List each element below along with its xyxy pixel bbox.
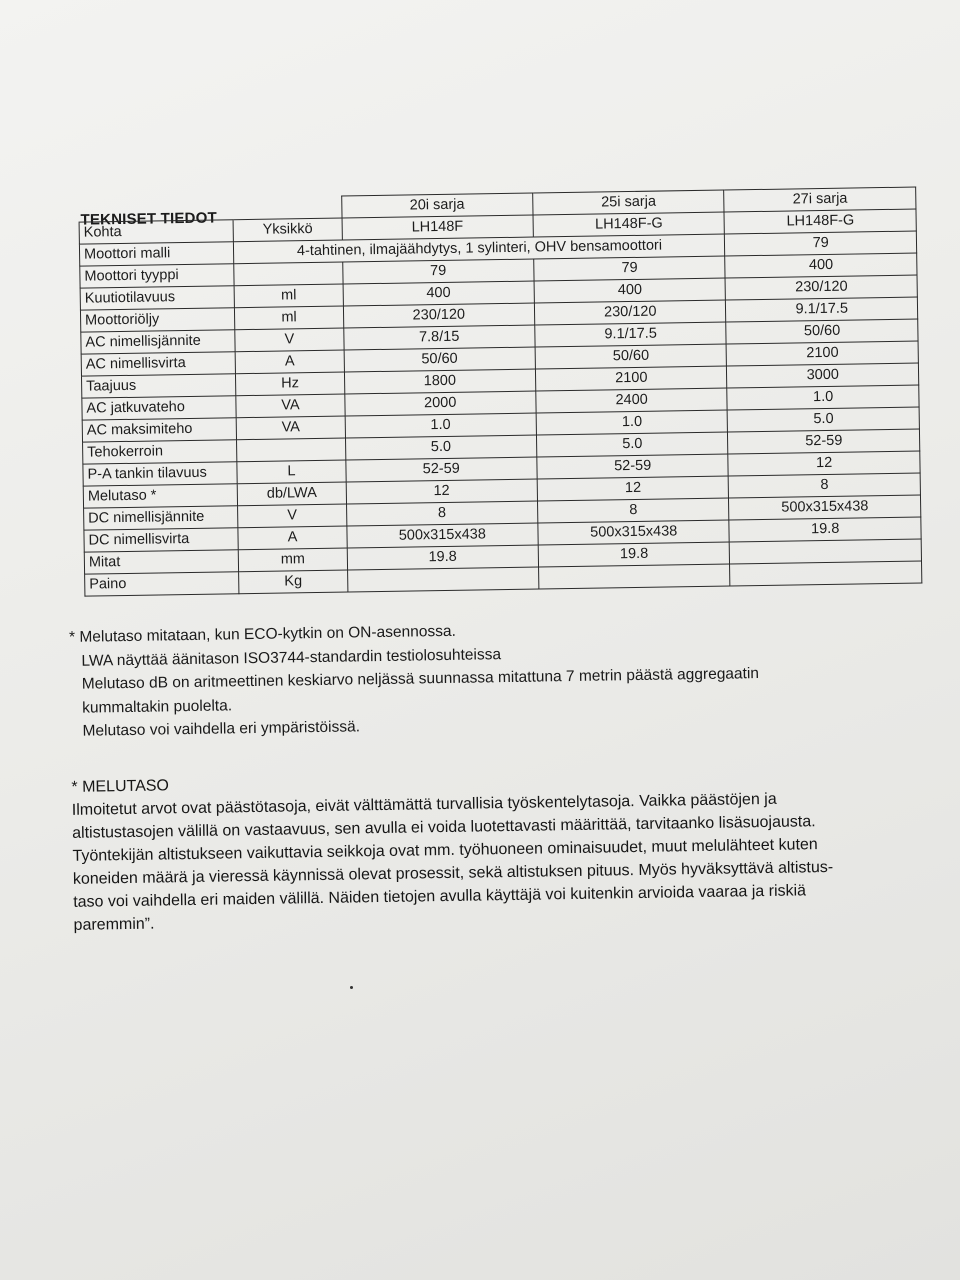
row-value-27i: 500x315x438 <box>729 495 921 520</box>
footnote-line: * Melutaso mitataan, kun ECO-kytkin on ON-asennossa. <box>68 622 456 646</box>
row-label: Kuutiotilavuus <box>80 286 235 310</box>
row-label: Mitat <box>84 550 239 574</box>
row-value-20i: 500x315x438 <box>346 523 538 548</box>
row-value-25i <box>539 564 731 589</box>
paragraph-line: Työntekijän altistukseen vaikuttavia seikkoja ovat mm. työhuoneen ominaisuudet, muut melulähteet kuten <box>72 836 818 865</box>
row-value-25i: 400 <box>534 278 726 303</box>
row-unit <box>234 262 342 286</box>
row-unit: A <box>236 350 344 374</box>
row-value-25i: 8 <box>538 498 730 523</box>
row-label: Melutaso * <box>83 484 238 508</box>
row-label: AC maksimiteho <box>82 418 237 442</box>
paragraph-line: taso voi vaihdella eri maiden välillä. Näiden tietojen avulla käyttäjä voi kuitenkin arvioida vaaraa ja riskiä <box>73 882 807 911</box>
header-model-27i: LH148F-G <box>724 209 916 234</box>
header-empty-cell <box>79 198 234 222</box>
row-value-20i: 7.8/15 <box>343 325 535 350</box>
row-value-25i: 79 <box>534 256 726 281</box>
row-value-27i: 12 <box>728 451 920 476</box>
row-unit: L <box>237 460 345 484</box>
row-value-25i: 500x315x438 <box>538 520 730 545</box>
row-value-25i: 9.1/17.5 <box>535 322 727 347</box>
row-unit: V <box>235 328 343 352</box>
row-unit: mm <box>239 548 347 572</box>
row-value-20i: 400 <box>343 281 535 306</box>
row-value-27i <box>730 539 922 564</box>
row-value-25i: 2400 <box>536 388 728 413</box>
row-value-20i: 19.8 <box>347 545 539 570</box>
row-label: AC nimellisvirta <box>81 352 236 376</box>
row-value-20i: 12 <box>346 479 538 504</box>
specifications-table <box>78 187 922 597</box>
row-value-27i: 50/60 <box>726 319 918 344</box>
row-unit: A <box>238 526 346 550</box>
row-value-20i: 79 <box>342 259 534 284</box>
row-value-20i: 1800 <box>344 369 536 394</box>
header-item-label: Kohta <box>79 220 234 244</box>
engine-extra-value: 79 <box>725 231 917 256</box>
row-label: Tehokerroin <box>83 440 238 464</box>
row-label: DC nimellisvirta <box>84 528 239 552</box>
paper-speck <box>350 986 353 989</box>
row-value-25i: 12 <box>537 476 729 501</box>
row-label: Taajuus <box>81 374 236 398</box>
row-unit: VA <box>236 394 344 418</box>
row-value-25i: 1.0 <box>536 410 728 435</box>
row-unit: db/LWA <box>238 482 346 506</box>
row-value-25i: 50/60 <box>535 344 727 369</box>
engine-description: 4-tahtinen, ilmajäähdytys, 1 sylinteri, OHV bensamoottori <box>234 234 725 264</box>
row-value-20i: 8 <box>346 501 538 526</box>
row-value-27i: 5.0 <box>728 407 920 432</box>
footnote-line: Melutaso dB on aritmeettinen keskiarvo neljässä suunnassa mitattuna 7 metrin päästä aggregaatin <box>81 665 760 693</box>
row-label: AC nimellisjännite <box>81 330 236 354</box>
row-value-25i: 5.0 <box>536 432 728 457</box>
row-value-27i: 19.8 <box>729 517 921 542</box>
header-empty-cell <box>233 196 341 220</box>
header-series-25i: 25i sarja <box>533 190 725 215</box>
row-value-27i: 2100 <box>727 341 919 366</box>
footnote-line: LWA näyttää äänitason ISO3744-standardin testiolosuhteissa <box>81 645 502 670</box>
row-value-27i: 1.0 <box>727 385 919 410</box>
paragraph-line: altistustasojen välillä on vastaavuus, sen avulla ei voida luotettavasti määrittää, tarvitaanko lisäsuojausta. <box>72 813 816 842</box>
row-value-25i: 52-59 <box>537 454 729 479</box>
row-label: Moottoriöljy <box>80 308 235 332</box>
row-value-20i: 1.0 <box>345 413 537 438</box>
row-value-20i: 230/120 <box>343 303 535 328</box>
noise-level-section <box>71 762 933 936</box>
footnote-line: Melutaso voi vaihdella eri ympäristöissä. <box>82 718 361 740</box>
row-value-20i: 52-59 <box>345 457 537 482</box>
document-title: TEKNISET TIEDOT <box>80 209 217 229</box>
footnotes <box>69 612 931 743</box>
noise-level-heading: * MELUTASO <box>71 777 170 796</box>
row-value-27i: 52-59 <box>728 429 920 454</box>
row-label: P-A tankin tilavuus <box>83 462 238 486</box>
row-unit <box>237 438 345 462</box>
row-unit: V <box>238 504 346 528</box>
row-unit: ml <box>235 284 343 308</box>
table-body <box>80 253 922 596</box>
row-label: DC nimellisjännite <box>84 506 239 530</box>
paragraph-line: koneiden määrä ja vieressä käynnissä olevat prosessit, sekä altistuksen pituus. Myös hyväksyttävä altistus- <box>72 858 834 888</box>
row-label: AC jatkuvateho <box>82 396 237 420</box>
row-value-25i: 2100 <box>535 366 727 391</box>
header-model-20i: LH148F <box>342 215 534 240</box>
header-series-20i: 20i sarja <box>341 193 533 218</box>
header-model-25i: LH148F-G <box>533 212 725 237</box>
row-unit: ml <box>235 306 343 330</box>
row-unit: Hz <box>236 372 344 396</box>
document-page <box>58 172 918 934</box>
paragraph-line: Ilmoitetut arvot ovat päästötasoja, eivät välttämättä turvallisia työskentelytasoja. Vaikka päästöjen ja <box>71 790 777 819</box>
row-value-27i: 230/120 <box>726 275 918 300</box>
row-label: Paino <box>85 572 240 596</box>
header-series-27i: 27i sarja <box>724 187 916 212</box>
row-value-27i: 400 <box>725 253 917 278</box>
row-unit: VA <box>237 416 345 440</box>
row-value-20i: 50/60 <box>344 347 536 372</box>
paragraph-line: paremmin”. <box>73 915 155 934</box>
row-value-27i: 3000 <box>727 363 919 388</box>
row-value-25i: 19.8 <box>538 542 730 567</box>
row-label: Moottori malli <box>79 242 234 266</box>
row-value-27i: 9.1/17.5 <box>726 297 918 322</box>
header-unit-label: Yksikkö <box>233 218 341 242</box>
row-value-20i <box>347 567 539 592</box>
row-value-27i: 8 <box>729 473 921 498</box>
row-value-20i: 5.0 <box>345 435 537 460</box>
row-value-25i: 230/120 <box>534 300 726 325</box>
row-value-20i: 2000 <box>344 391 536 416</box>
row-label: Moottori tyyppi <box>80 264 235 288</box>
footnote-line: kummaltakin puolelta. <box>82 696 233 717</box>
row-unit: Kg <box>239 570 347 594</box>
row-value-27i <box>730 561 922 586</box>
